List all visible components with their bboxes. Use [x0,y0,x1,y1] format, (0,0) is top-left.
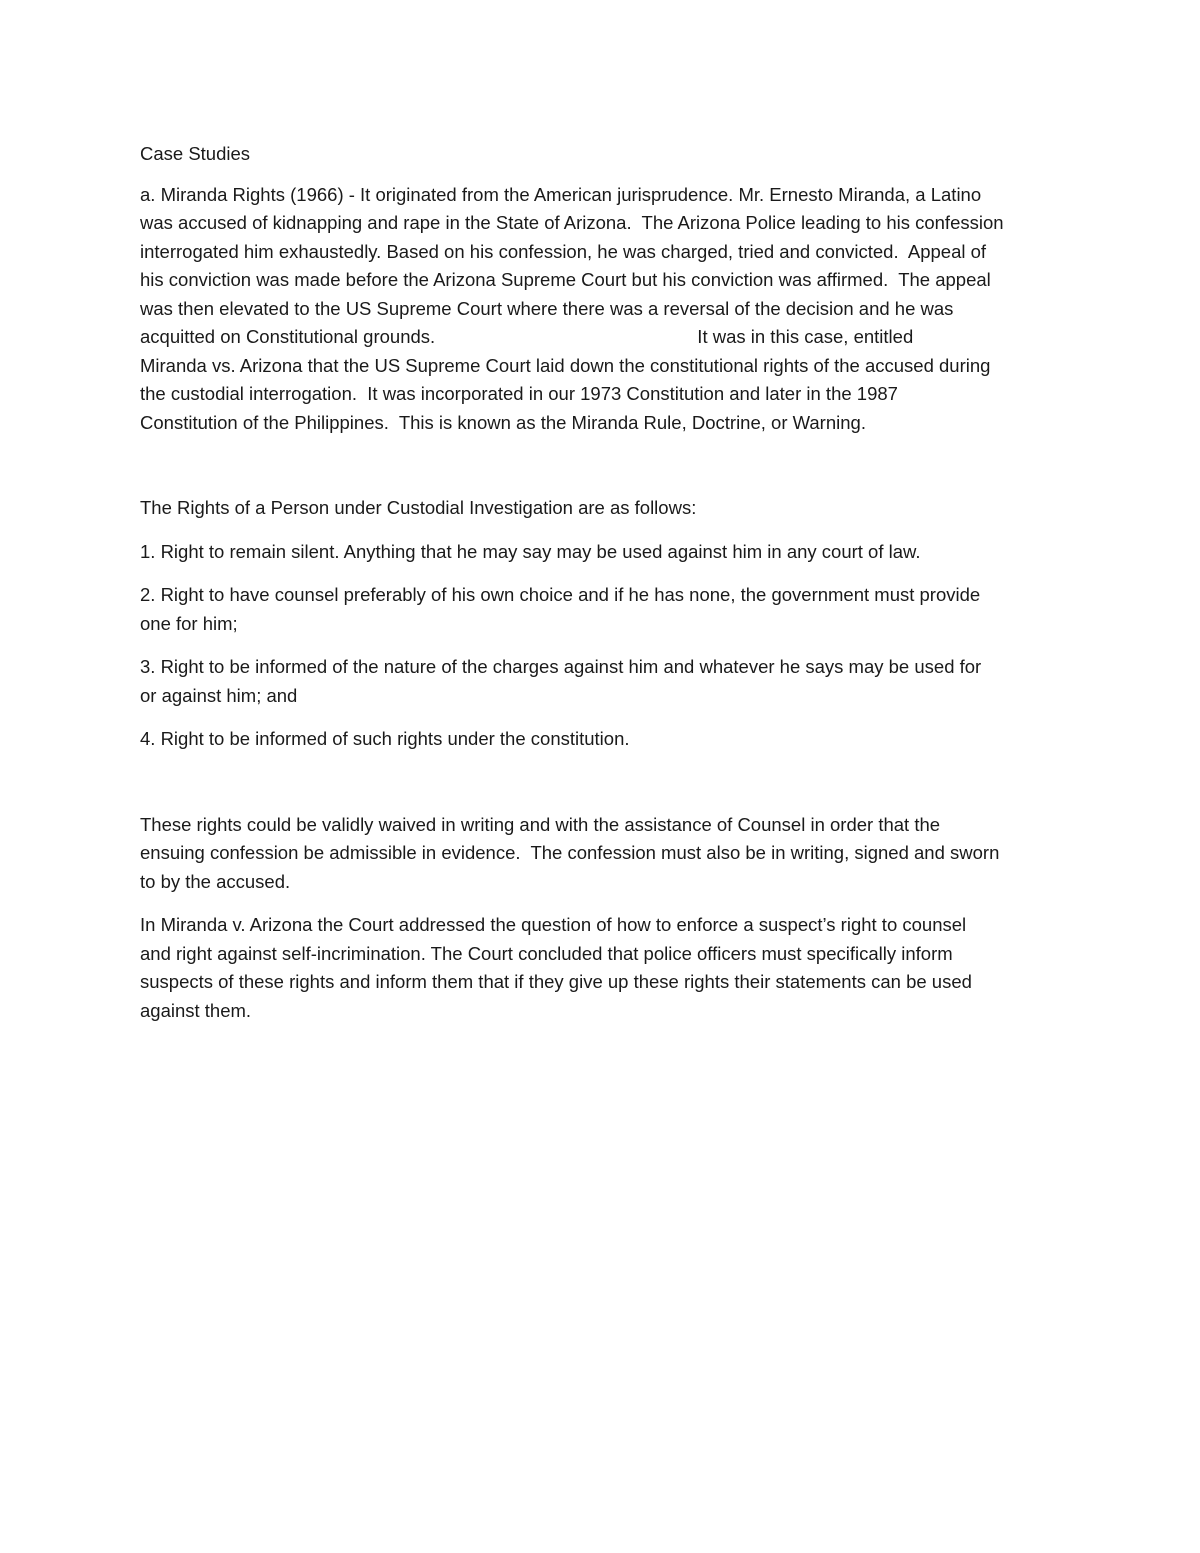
document-body [140,140,1070,1040]
right-item-line: 1. Right to remain silent. Anything that he may say may be used against him in any court of law. [140,540,921,562]
paragraph-line: Miranda vs. Arizona that the US Supreme Court laid down the constitutional rights of the accused during [140,354,991,376]
waiver-paragraph [140,811,1070,897]
court-paragraph [140,911,1070,1025]
paragraph-line: was accused of kidnapping and rape in the State of Arizona. The Arizona Police leading to his confession [140,212,1004,233]
right-item-3 [140,653,1070,710]
paragraph-line: Constitution of the Philippines. This is known as the Miranda Rule, Doctrine, or Warning. [140,411,866,433]
paragraph-line: acquitted on Constitutional grounds. It was in this case, entitled [140,326,914,347]
right-item-line: one for him; [140,612,238,634]
paragraph-line: These rights could be validly waived in writing and with the assistance of Counsel in order that the [140,813,941,835]
paragraph-line: interrogated him exhaustedly. Based on his confession, he was charged, tried and convicted. Appeal of [140,240,987,262]
paragraph-line: the custodial interrogation. It was incorporated in our 1973 Constitution and later in the 1987 [140,383,898,404]
right-item-line: or against him; and [140,684,298,706]
paragraph-line: his conviction was made before the Arizona Supreme Court but his conviction was affirmed. The appeal [140,269,991,290]
right-item-1 [140,538,1070,567]
rights-intro [140,494,1070,523]
paragraph-line: suspects of these rights and inform them that if they give up these rights their statements can be used [140,971,972,992]
miranda-paragraph [140,181,1070,438]
spacer [140,769,1070,811]
paragraph-line: and right against self-incrimination. The Court concluded that police officers must specifically inform [140,942,953,964]
paragraph-line: against them. [140,999,252,1021]
right-item-line: 2. Right to have counsel preferably of his own choice and if he has none, the government must provide [140,584,981,605]
paragraph-line: to by the accused. [140,870,291,892]
paragraph-line: a. Miranda Rights (1966) - It originated from the American jurisprudence. Mr. Ernesto Miranda, a Latino [140,183,982,205]
paragraph-line: In Miranda v. Arizona the Court addressed the question of how to enforce a suspect’s right to counsel [140,914,967,935]
document-title: Case Studies [140,143,251,164]
right-item-line: 4. Right to be informed of such rights under the constitution. [140,728,630,749]
rights-intro-text: The Rights of a Person under Custodial Investigation are as follows: [140,497,697,518]
right-item-2 [140,581,1070,638]
paragraph-line: ensuing confession be admissible in evidence. The confession must also be in writing, signed and sworn [140,842,1000,863]
paragraph-line: was then elevated to the US Supreme Court where there was a reversal of the decision and he was [140,297,954,319]
spacer [140,452,1070,494]
right-item-line: 3. Right to be informed of the nature of the charges against him and whatever he says may be used for [140,656,982,677]
right-item-4 [140,725,1070,754]
